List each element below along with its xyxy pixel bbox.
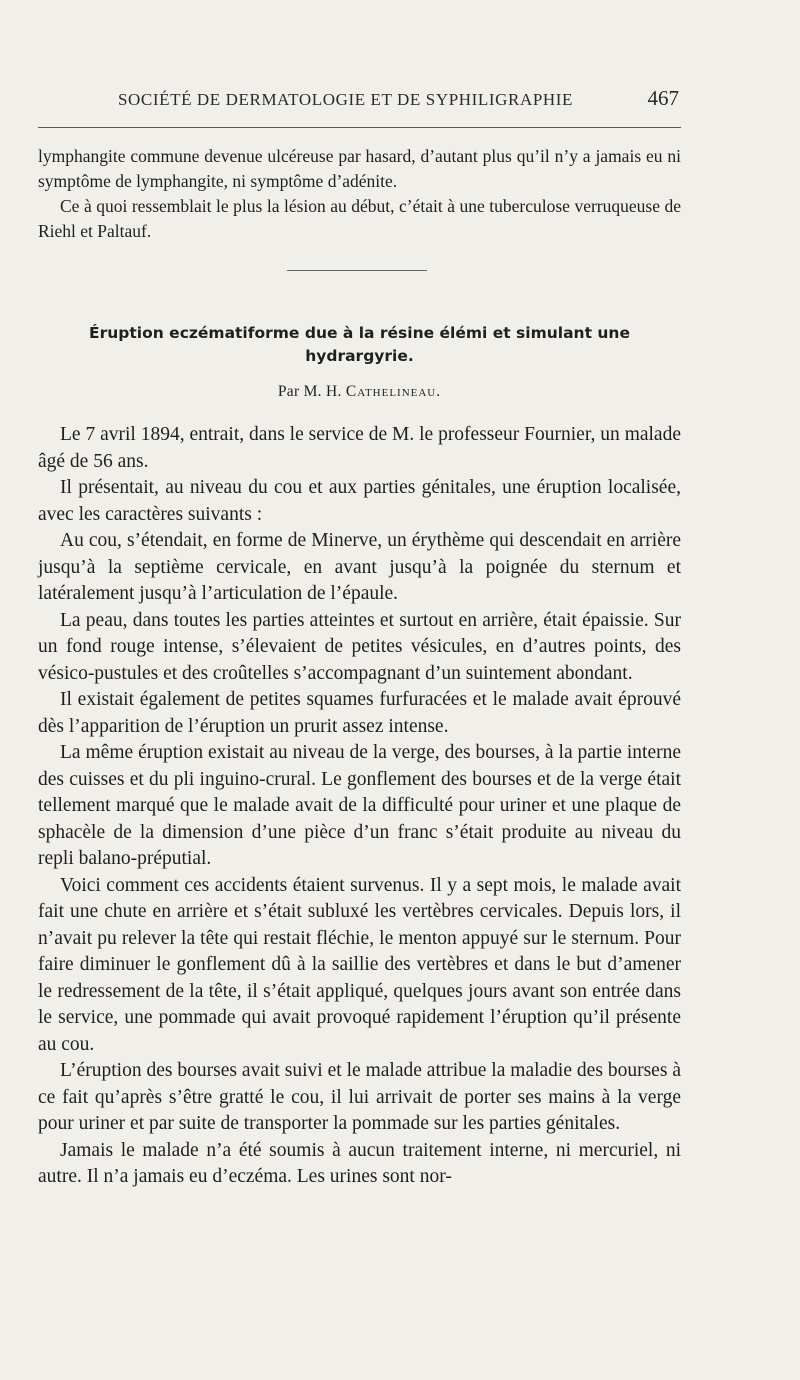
article-title: Éruption eczématiforme due à la résine élémi et simulant une hydrargyrie. [89, 324, 630, 365]
running-header [38, 86, 681, 116]
author-prefix: Par M. H. [277, 383, 342, 400]
page-number: 467 [647, 86, 679, 110]
paragraph: Le 7 avril 1894, entrait, dans le service de M. le professeur Fournier, un malade âgé de 56 ans. [38, 424, 681, 472]
paragraph: Au cou, s’étendait, en forme de Minerve, un érythème qui descendait en arrière jusqu’à la septième cervicale, en avant jusqu’à la poignée du sternum et latéralement jusqu’à l’articulation de l’épaule. [38, 530, 681, 604]
paragraph: Jamais le malade n’a été soumis à aucun traitement interne, ni mercuriel, ni autre. Il n’a jamais eu d’eczéma. Les urines sont nor- [38, 1139, 681, 1187]
paragraph: Ce à quoi ressemblait le plus la lésion au début, c’était à une tuberculose verruqueuse de Riehl et Paltauf. [38, 196, 681, 241]
section-separator [287, 270, 427, 271]
header-rule [38, 127, 681, 128]
article-body [38, 422, 681, 1191]
paragraph: Voici comment ces accidents étaient survenus. Il y a sept mois, le malade avait fait une chute en arrière et s’était subluxé les vertèbres cervicales. Depuis lors, il n’avait pu relever la tête qui restait fléchie, le menton appuyé sur le sternum. Pour faire diminuer le gonflement dû à la saillie des vertèbres et dans le but d’amener le redressement de la tête, il s’était appliqué, quelques jours avant son entrée dans le service, une pommade qui avait provoqué rapidement l’éruption qu’il présente au cou. [38, 874, 681, 1055]
running-title: SOCIÉTÉ DE DERMATOLOGIE ET DE SYPHILIGRAPHIE [118, 90, 574, 109]
document-page [38, 0, 681, 1380]
paragraph: Il existait également de petites squames furfuracées et le malade avait éprouvé dès l’apparition de l’éruption un prurit assez intense. [38, 689, 681, 737]
paragraph: La même éruption existait au niveau de la verge, des bourses, à la partie interne des cuisses et du pli inguino-crural. Le gonflement des bourses et de la verge était tellement marqué que le malade avait de la difficulté pour uriner et une plaque de sphacèle de la dimension d’une pièce d’un franc s’était produite au niveau du repli balano-préputial. [38, 742, 681, 869]
paragraph: L’éruption des bourses avait suivi et le malade attribue la maladie des bourses à ce fait qu’après s’être gratté le cou, il lui arrivait de porter ses mains à la verge pour uriner et par suite de transporter la pommade sur les parties génitales. [38, 1060, 681, 1134]
author-name: Cathelineau. [345, 383, 442, 400]
previous-article-text [38, 144, 681, 244]
paragraph: Il présentait, au niveau du cou et aux parties génitales, une éruption localisée, avec les caractères suivants : [38, 477, 681, 525]
author-line [38, 383, 681, 401]
paragraph: La peau, dans toutes les parties atteintes et surtout en arrière, était épaissie. Sur un fond rouge intense, s’élevaient de petites vésicules, en d’autres points, des vésico-pustules et des croûtelles s’accompagnant d’un suintement abondant. [38, 609, 681, 684]
paragraph: lymphangite commune devenue ulcéreuse par hasard, d’autant plus qu’il n’y a jamais eu ni symptôme de lymphangite, ni symptôme d’adénite. [38, 146, 681, 191]
